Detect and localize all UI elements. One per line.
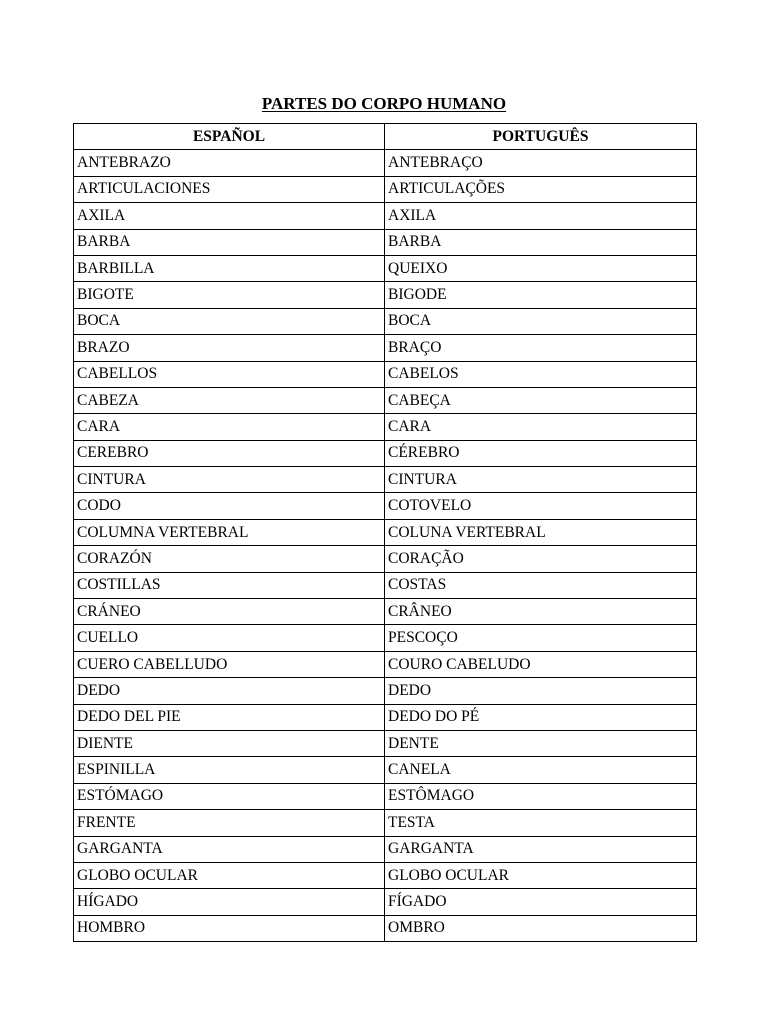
table-row <box>74 414 697 440</box>
cell-portuguese: DEDO DO PÉ <box>385 704 697 730</box>
table-row <box>74 651 697 677</box>
column-header-portuguese: PORTUGUÊS <box>385 124 697 150</box>
cell-portuguese: CANELA <box>385 757 697 783</box>
cell-portuguese: BARBA <box>385 229 697 255</box>
cell-portuguese: CORAÇÃO <box>385 546 697 572</box>
cell-spanish: COSTILLAS <box>74 572 385 598</box>
cell-spanish: HOMBRO <box>74 915 385 941</box>
cell-portuguese: CARA <box>385 414 697 440</box>
table-row <box>74 519 697 545</box>
cell-spanish: GLOBO OCULAR <box>74 862 385 888</box>
table-row <box>74 836 697 862</box>
cell-spanish: DEDO <box>74 678 385 704</box>
cell-portuguese: CÉREBRO <box>385 440 697 466</box>
cell-portuguese: ANTEBRAÇO <box>385 150 697 176</box>
cell-spanish: ESTÓMAGO <box>74 783 385 809</box>
cell-portuguese: FÍGADO <box>385 889 697 915</box>
table-row <box>74 889 697 915</box>
cell-spanish: ESPINILLA <box>74 757 385 783</box>
cell-portuguese: COURO CABELUDO <box>385 651 697 677</box>
table-row <box>74 493 697 519</box>
cell-spanish: CINTURA <box>74 467 385 493</box>
cell-portuguese: CABEÇA <box>385 387 697 413</box>
cell-spanish: CARA <box>74 414 385 440</box>
cell-portuguese: ESTÔMAGO <box>385 783 697 809</box>
table-row <box>74 335 697 361</box>
page-title: PARTES DO CORPO HUMANO <box>261 94 507 113</box>
table-row <box>74 255 697 281</box>
cell-spanish: BOCA <box>74 308 385 334</box>
table-row <box>74 730 697 756</box>
cell-spanish: CUELLO <box>74 625 385 651</box>
table-row <box>74 308 697 334</box>
cell-spanish: BARBA <box>74 229 385 255</box>
table-row <box>74 203 697 229</box>
cell-spanish: BIGOTE <box>74 282 385 308</box>
table-row <box>74 572 697 598</box>
cell-spanish: HÍGADO <box>74 889 385 915</box>
cell-portuguese: BRAÇO <box>385 335 697 361</box>
table-row <box>74 546 697 572</box>
cell-portuguese: ARTICULAÇÕES <box>385 176 697 202</box>
table-row <box>74 440 697 466</box>
table-header-row <box>74 124 697 150</box>
cell-spanish: COLUMNA VERTEBRAL <box>74 519 385 545</box>
cell-spanish: CODO <box>74 493 385 519</box>
cell-spanish: CABEZA <box>74 387 385 413</box>
cell-spanish: DIENTE <box>74 730 385 756</box>
cell-portuguese: COTOVELO <box>385 493 697 519</box>
table-row <box>74 467 697 493</box>
table-row <box>74 176 697 202</box>
table-row <box>74 810 697 836</box>
cell-portuguese: AXILA <box>385 203 697 229</box>
cell-spanish: CEREBRO <box>74 440 385 466</box>
cell-spanish: ANTEBRAZO <box>74 150 385 176</box>
table-row <box>74 625 697 651</box>
cell-spanish: BARBILLA <box>74 255 385 281</box>
cell-spanish: CABELLOS <box>74 361 385 387</box>
table-row <box>74 783 697 809</box>
cell-spanish: CRÁNEO <box>74 599 385 625</box>
cell-portuguese: COLUNA VERTEBRAL <box>385 519 697 545</box>
cell-spanish: CUERO CABELLUDO <box>74 651 385 677</box>
table-row <box>74 229 697 255</box>
cell-portuguese: BIGODE <box>385 282 697 308</box>
table-row <box>74 361 697 387</box>
cell-portuguese: COSTAS <box>385 572 697 598</box>
cell-spanish: GARGANTA <box>74 836 385 862</box>
cell-portuguese: GLOBO OCULAR <box>385 862 697 888</box>
column-header-spanish: ESPAÑOL <box>74 124 385 150</box>
table-row <box>74 282 697 308</box>
table-row <box>74 387 697 413</box>
cell-portuguese: CABELOS <box>385 361 697 387</box>
table-body <box>74 150 697 942</box>
table-row <box>74 678 697 704</box>
cell-portuguese: CRÂNEO <box>385 599 697 625</box>
table-row <box>74 599 697 625</box>
table-row <box>74 704 697 730</box>
cell-portuguese: GARGANTA <box>385 836 697 862</box>
cell-portuguese: DEDO <box>385 678 697 704</box>
cell-portuguese: CINTURA <box>385 467 697 493</box>
cell-spanish: CORAZÓN <box>74 546 385 572</box>
table-row <box>74 757 697 783</box>
cell-spanish: BRAZO <box>74 335 385 361</box>
cell-spanish: FRENTE <box>74 810 385 836</box>
cell-spanish: ARTICULACIONES <box>74 176 385 202</box>
table-row <box>74 862 697 888</box>
cell-portuguese: BOCA <box>385 308 697 334</box>
cell-portuguese: DENTE <box>385 730 697 756</box>
cell-spanish: AXILA <box>74 203 385 229</box>
vocabulary-table <box>73 123 697 942</box>
table-row <box>74 150 697 176</box>
cell-portuguese: TESTA <box>385 810 697 836</box>
cell-portuguese: OMBRO <box>385 915 697 941</box>
cell-portuguese: PESCOÇO <box>385 625 697 651</box>
cell-spanish: DEDO DEL PIE <box>74 704 385 730</box>
table-row <box>74 915 697 941</box>
cell-portuguese: QUEIXO <box>385 255 697 281</box>
